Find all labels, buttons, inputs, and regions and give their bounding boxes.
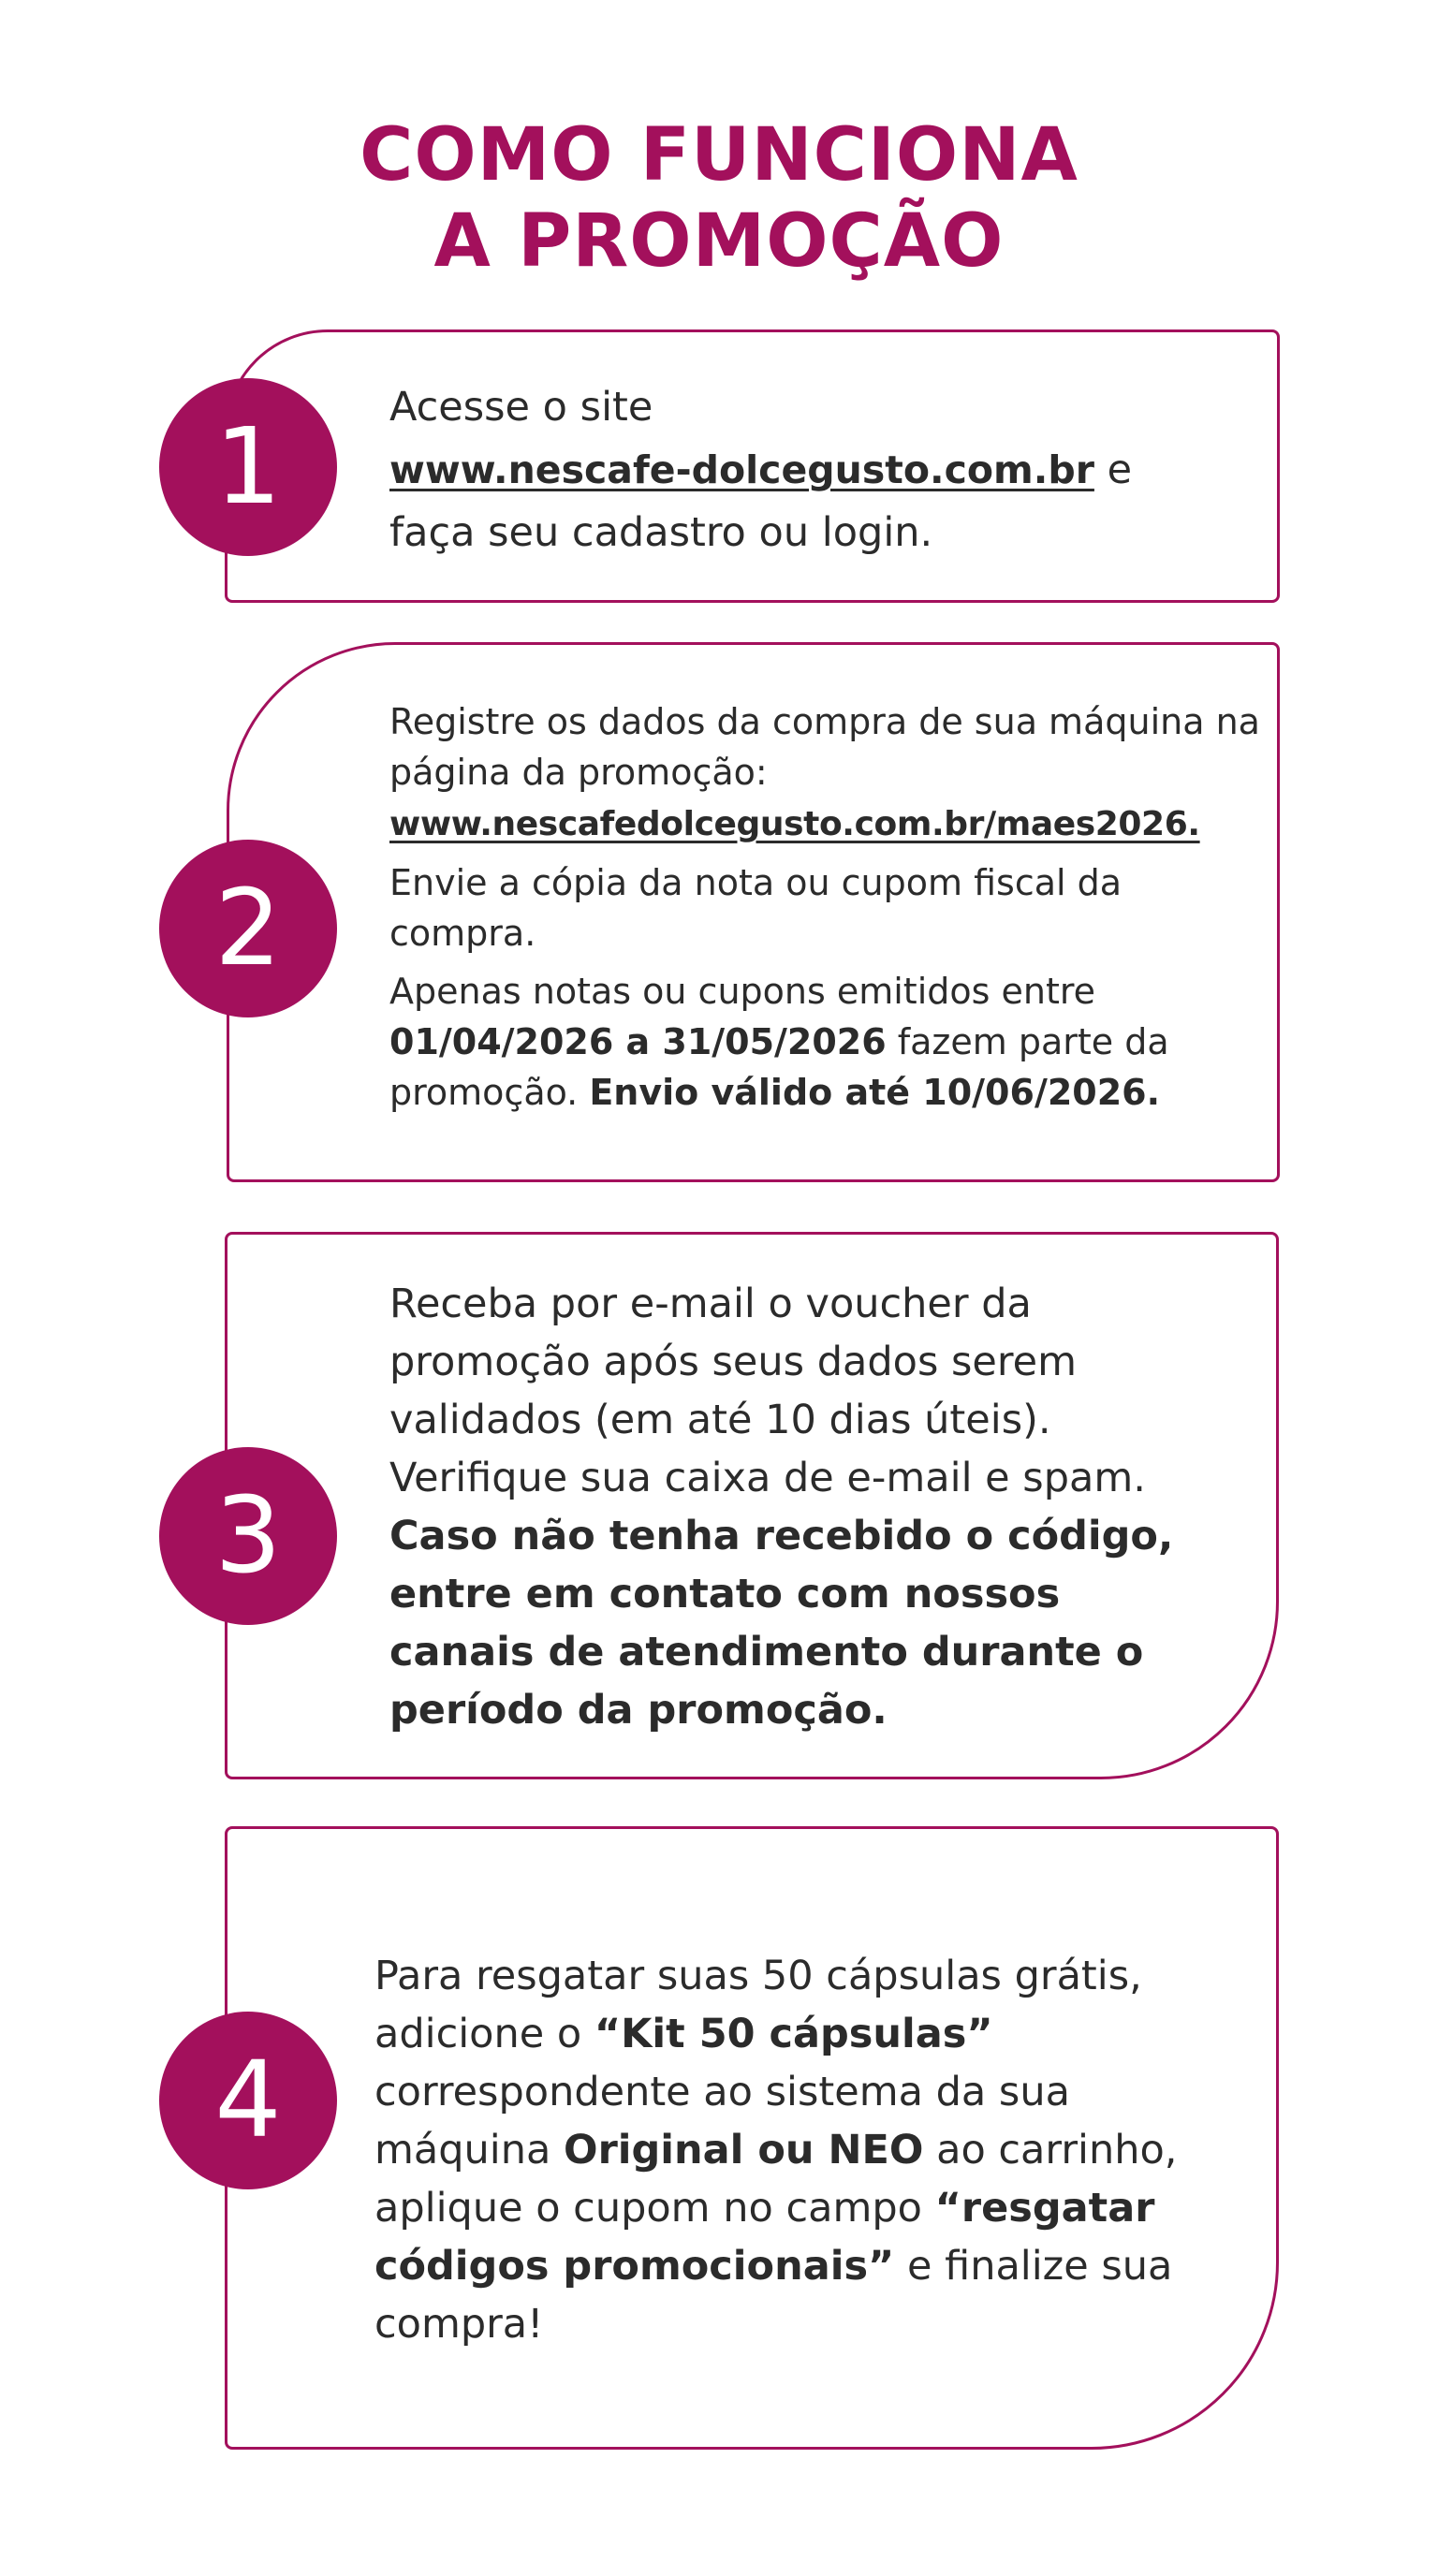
promo-page-link[interactable]: www.nescafedolcegusto.com.br/maes2026. (389, 805, 1200, 843)
step-1-number-badge: 1 (159, 378, 337, 556)
page-title-line-2: A PROMOÇÃO (433, 199, 1005, 285)
step-4-part-3: ao carrinho, aplique o cupom no campo (374, 2127, 1178, 2232)
step-2-text (389, 696, 1260, 1118)
step-4-machine-type: Original ou NEO (564, 2127, 924, 2174)
step-1-after-link: e (1093, 446, 1133, 493)
step-1-text (389, 376, 1232, 564)
step-2-paragraph-2: Envie a cópia da nota ou cupom fiscal da compra. (389, 862, 1123, 954)
step-2-dates-intro: Apenas notas ou cupons emitidos entre (389, 971, 1096, 1012)
step-2-dates-mid: fazem parte da promoção. (389, 1021, 1169, 1113)
page-title-line-1: COMO FUNCIONA (360, 113, 1078, 198)
step-1-intro: Acesse o site (389, 384, 653, 431)
step-3-text (389, 1275, 1195, 1739)
step-4-coupon-field: “resgatar códigos promocionais” (374, 2185, 1155, 2290)
step-3-body: Receba por e-mail o voucher da promoção após seus dados serem validados (em até 10 dias úteis). Verifique sua caixa de e-mail e spam. (389, 1281, 1146, 1501)
step-4-part-1: Para resgatar suas 50 cápsulas grátis, adicione o (374, 1953, 1142, 2057)
step-2-register-text: Registre os dados da compra de sua máquina na página da promoção: (389, 701, 1260, 793)
step-2-deadline: Envio válido até 10/06/2026. (589, 1072, 1161, 1113)
step-3-number-badge: 3 (159, 1447, 337, 1625)
page-title (0, 112, 1438, 285)
step-2-paragraph-3 (389, 966, 1260, 1118)
step-4-part-2: correspondente ao sistema da sua máquina (374, 2069, 1070, 2174)
step-3-contact-note: Caso não tenha recebido o código, entre em contato com nossos canais de atendimento durante o período da promoção. (389, 1513, 1174, 1734)
step-4-kit-name: “Kit 50 cápsulas” (594, 2011, 993, 2057)
site-link[interactable]: www.nescafe-dolcegusto.com.br (389, 447, 1094, 492)
step-4-text (374, 1947, 1198, 2353)
step-4-part-4: e finalize sua compra! (374, 2243, 1173, 2348)
step-2-number-badge: 2 (159, 840, 337, 1017)
step-4-number-badge: 4 (159, 2012, 337, 2189)
step-1-line-3: faça seu cadastro ou login. (389, 509, 933, 556)
step-2-paragraph-1 (389, 696, 1260, 850)
step-1-link-line (389, 439, 1232, 502)
step-2-date-range: 01/04/2026 a 31/05/2026 (389, 1021, 887, 1062)
